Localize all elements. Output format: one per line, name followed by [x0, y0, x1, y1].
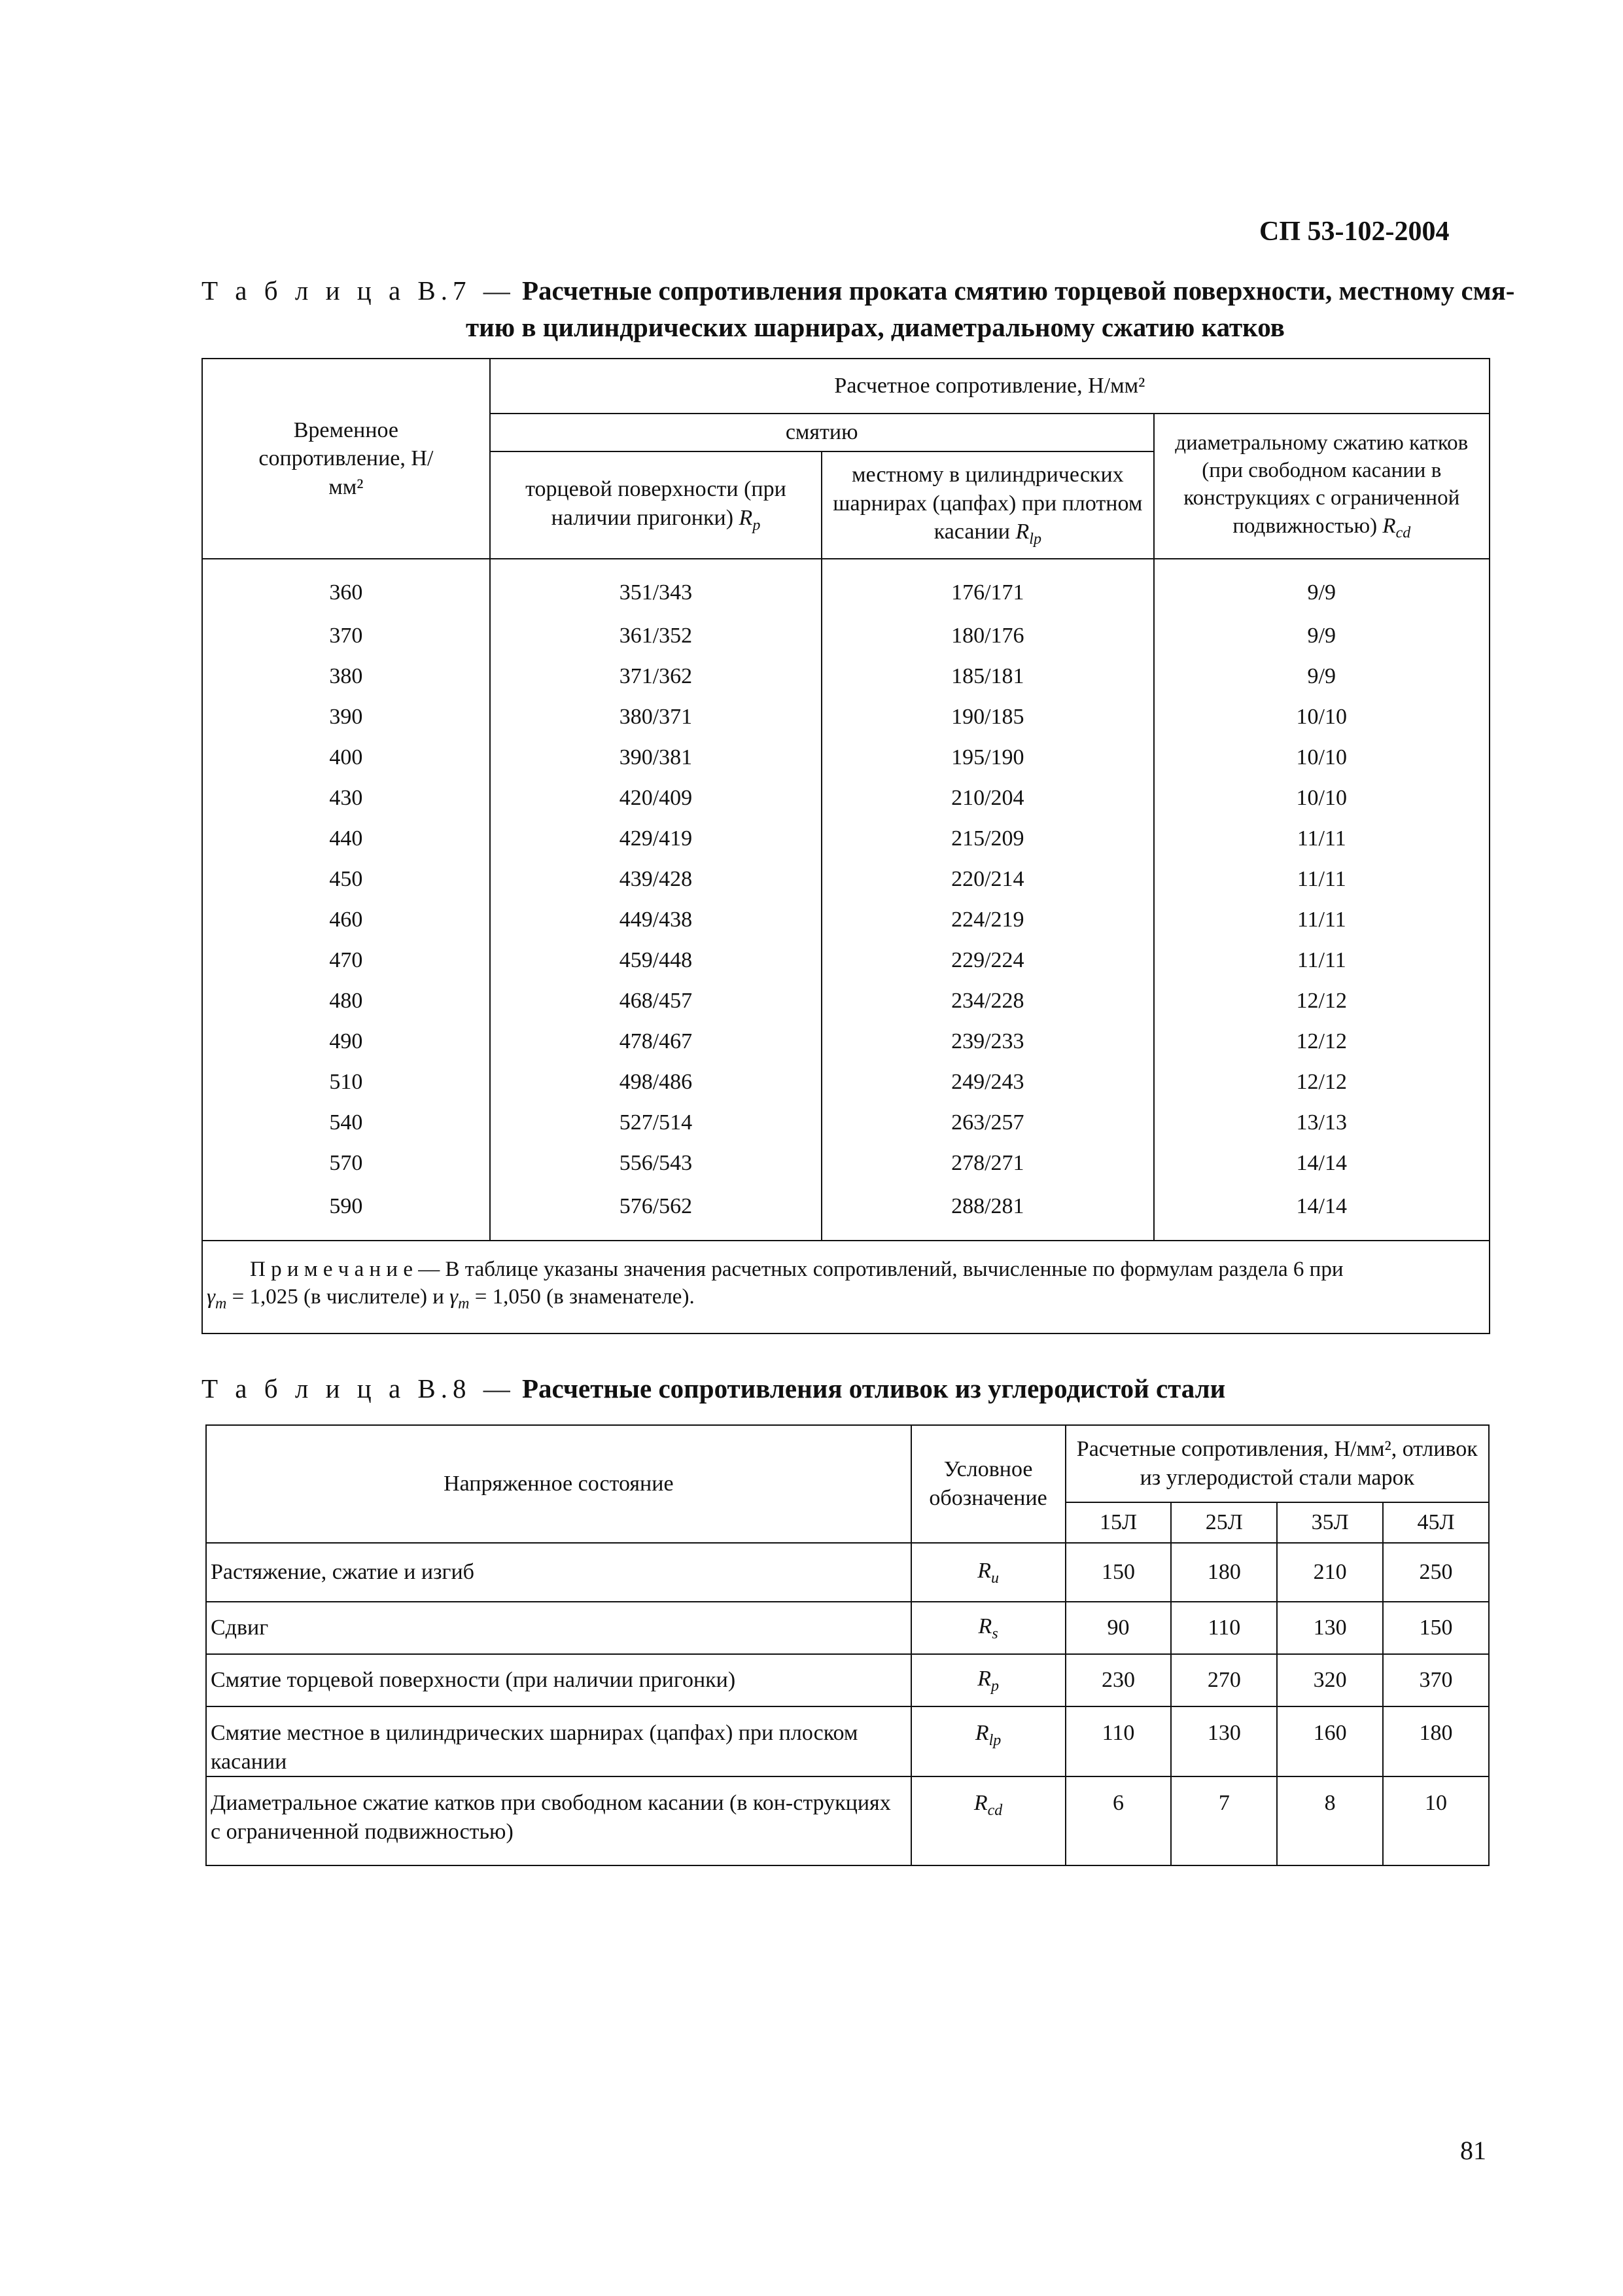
- table-cell: 380/371: [490, 697, 822, 737]
- t7-note-text3: = 1,050 (в знаменателе).: [474, 1285, 695, 1309]
- table-cell: 130: [1171, 1706, 1277, 1776]
- table-b7-caption: [201, 275, 1514, 306]
- table-row: [202, 819, 1490, 859]
- table-cell: 370: [202, 616, 490, 656]
- table-cell: 270: [1171, 1654, 1277, 1706]
- table-cell: 230: [1066, 1654, 1172, 1706]
- table-row: [202, 900, 1490, 940]
- t7-note-text1: В таблице указаны значения расчетных сопротивлений, вычисленные по формулам раздела 6 при: [445, 1258, 1344, 1282]
- table-cell: 11/11: [1154, 900, 1490, 940]
- table-cell: 229/224: [822, 940, 1153, 981]
- table-cell: 400: [202, 737, 490, 778]
- t8-header-group: Расчетные сопротивления, Н/мм², отливок из углеродистой стали марок: [1066, 1425, 1489, 1502]
- table-row: [202, 981, 1490, 1021]
- table-cell: 10/10: [1154, 697, 1490, 737]
- table-cell: 459/448: [490, 940, 822, 981]
- table-cell-state: Сдвиг: [206, 1602, 911, 1654]
- page-number: 81: [1460, 2136, 1486, 2165]
- t8-grade-35l: 35Л: [1277, 1502, 1383, 1543]
- table-cell: 439/428: [490, 859, 822, 900]
- table-cell: 360: [202, 559, 490, 616]
- table-cell: 110: [1171, 1602, 1277, 1654]
- table-b7-title-line2: тию в цилиндрических шарнирах, диаметральному сжатию катков: [466, 312, 1285, 342]
- table-cell: 14/14: [1154, 1143, 1490, 1184]
- table-b7-title-line1: Расчетные сопротивления проката смятию торцевой поверхности, местному смя-: [522, 275, 1515, 306]
- table-cell: 185/181: [822, 656, 1153, 697]
- table-row: [202, 559, 1490, 616]
- t8-header-symbol: Условное обозначение: [911, 1425, 1066, 1543]
- table-row: [202, 859, 1490, 900]
- table-cell: 480: [202, 981, 490, 1021]
- table-cell: 470: [202, 940, 490, 981]
- t7-header-bearing: смятию: [490, 414, 1154, 451]
- document-code: СП 53-102-2004: [1259, 217, 1450, 247]
- t7-header-end-surface: торцевой поверхности (при наличии пригонки) $R_p$: [490, 451, 822, 559]
- table-cell: 540: [202, 1103, 490, 1143]
- table-cell: 180: [1171, 1543, 1277, 1602]
- table-cell: 12/12: [1154, 981, 1490, 1021]
- t7-note-text2: = 1,025 (в числителе) и: [232, 1285, 444, 1309]
- table-cell: 210/204: [822, 778, 1153, 819]
- table-cell: 180: [1383, 1706, 1489, 1776]
- table-cell: 429/419: [490, 819, 822, 859]
- table-cell: 278/271: [822, 1143, 1153, 1184]
- table-row: [206, 1706, 1489, 1776]
- table-cell-state: Растяжение, сжатие и изгиб: [206, 1543, 911, 1602]
- table-row: [202, 778, 1490, 819]
- table-row: [202, 697, 1490, 737]
- table-row: [202, 1021, 1490, 1062]
- t7-header-design-resistance: Расчетное сопротивление, Н/мм²: [490, 359, 1490, 414]
- table-cell: 11/11: [1154, 940, 1490, 981]
- table-cell: 420/409: [490, 778, 822, 819]
- table-cell: 440: [202, 819, 490, 859]
- table-row: [202, 656, 1490, 697]
- table-cell: 234/228: [822, 981, 1153, 1021]
- table-cell: 13/13: [1154, 1103, 1490, 1143]
- t7-header-diametral: диаметральному сжатию катков (при свободном касании в конструкциях с ограниченной подвижностью) $R_{cd}$: [1154, 414, 1490, 559]
- table-cell: 150: [1383, 1602, 1489, 1654]
- table-cell-state: Смятие местное в цилиндрических шарнирах (цапфах) при плоском касании: [206, 1706, 911, 1776]
- table-cell: 215/209: [822, 819, 1153, 859]
- table-cell: 11/11: [1154, 859, 1490, 900]
- table-cell: 224/219: [822, 900, 1153, 940]
- table-cell: 90: [1066, 1602, 1172, 1654]
- table-cell: 10: [1383, 1776, 1489, 1865]
- table-cell: 12/12: [1154, 1021, 1490, 1062]
- table-cell: 490: [202, 1021, 490, 1062]
- table-b8-title: Расчетные сопротивления отливок из углеродистой стали: [522, 1373, 1226, 1404]
- table-cell: 130: [1277, 1602, 1383, 1654]
- table-b8: [205, 1424, 1490, 1866]
- table-cell: 556/543: [490, 1143, 822, 1184]
- table-cell: 351/343: [490, 559, 822, 616]
- table-b7: [201, 358, 1490, 1334]
- table-cell-symbol: $R_{lp}$: [911, 1706, 1066, 1776]
- table-row: [206, 1654, 1489, 1706]
- table-cell: 527/514: [490, 1103, 822, 1143]
- table-cell-state: Смятие торцевой поверхности (при наличии пригонки): [206, 1654, 911, 1706]
- table-cell-symbol: $R_{cd}$: [911, 1776, 1066, 1865]
- table-row: [206, 1776, 1489, 1865]
- table-cell: 220/214: [822, 859, 1153, 900]
- table-cell: 460: [202, 900, 490, 940]
- table-cell: 239/233: [822, 1021, 1153, 1062]
- table-row: [202, 1062, 1490, 1103]
- t8-grade-15l: 15Л: [1066, 1502, 1172, 1543]
- table-cell: 288/281: [822, 1184, 1153, 1241]
- table-cell: 14/14: [1154, 1184, 1490, 1241]
- table-row: [202, 1143, 1490, 1184]
- t7-note-row: [202, 1241, 1490, 1333]
- table-cell: 576/562: [490, 1184, 822, 1241]
- table-cell: 449/438: [490, 900, 822, 940]
- table-cell: 190/185: [822, 697, 1153, 737]
- table-cell: 370: [1383, 1654, 1489, 1706]
- table-row: [202, 616, 1490, 656]
- table-cell: 468/457: [490, 981, 822, 1021]
- table-cell: 210: [1277, 1543, 1383, 1602]
- table-cell: 371/362: [490, 656, 822, 697]
- t7-note-label: П р и м е ч а н и е —: [250, 1258, 440, 1282]
- t7-note: П р и м е ч а н и е — В таблице указаны значения расчетных сопротивлений, вычисленные по формулам раздела 6 при $\gamma_m = 1,025$ (в числителе) и $\gamma_m = 1,050$ (в знаменателе).: [202, 1241, 1490, 1333]
- table-cell-state: Диаметральное сжатие катков при свободном касании (в кон-струкциях с ограниченной подвижностью): [206, 1776, 911, 1865]
- table-cell: 180/176: [822, 616, 1153, 656]
- table-cell: 380: [202, 656, 490, 697]
- table-b7-label: Т а б л и ц а В.7 —: [201, 275, 515, 306]
- table-cell: 320: [1277, 1654, 1383, 1706]
- table-cell: 390: [202, 697, 490, 737]
- t7-header-local-bearing: местному в цилиндрических шарнирах (цапфах) при плотном касании $R_{lp}$: [822, 451, 1153, 559]
- table-b8-label: Т а б л и ц а В.8 —: [201, 1373, 515, 1404]
- table-cell-symbol: $R_s$: [911, 1602, 1066, 1654]
- table-cell: 11/11: [1154, 819, 1490, 859]
- table-cell: 478/467: [490, 1021, 822, 1062]
- table-cell: 8: [1277, 1776, 1383, 1865]
- table-row: [202, 1103, 1490, 1143]
- table-row: [206, 1602, 1489, 1654]
- table-cell: 9/9: [1154, 616, 1490, 656]
- table-cell: 10/10: [1154, 778, 1490, 819]
- table-cell: 570: [202, 1143, 490, 1184]
- t7-header-tensile: Временное сопротивление, Н/мм²: [202, 359, 490, 559]
- table-cell-symbol: $R_p$: [911, 1654, 1066, 1706]
- table-cell: 263/257: [822, 1103, 1153, 1143]
- table-cell: 430: [202, 778, 490, 819]
- table-cell: 250: [1383, 1543, 1489, 1602]
- table-cell: 450: [202, 859, 490, 900]
- table-cell: 9/9: [1154, 559, 1490, 616]
- table-cell: 590: [202, 1184, 490, 1241]
- table-row: [206, 1543, 1489, 1602]
- table-cell: 390/381: [490, 737, 822, 778]
- table-cell: 361/352: [490, 616, 822, 656]
- table-cell: 7: [1171, 1776, 1277, 1865]
- table-row: [202, 940, 1490, 981]
- table-cell: 110: [1066, 1706, 1172, 1776]
- t8-grade-25l: 25Л: [1171, 1502, 1277, 1543]
- table-b8-caption: [201, 1373, 1225, 1404]
- table-b7-caption-line2: [466, 311, 1285, 343]
- table-row: [202, 737, 1490, 778]
- t8-header-state: Напряженное состояние: [206, 1425, 911, 1543]
- table-cell: 10/10: [1154, 737, 1490, 778]
- table-cell: 160: [1277, 1706, 1383, 1776]
- table-cell: 498/486: [490, 1062, 822, 1103]
- table-cell: 510: [202, 1062, 490, 1103]
- table-row: [202, 1184, 1490, 1241]
- table-cell: 150: [1066, 1543, 1172, 1602]
- table-cell: 6: [1066, 1776, 1172, 1865]
- table-cell: 176/171: [822, 559, 1153, 616]
- table-cell: 9/9: [1154, 656, 1490, 697]
- t8-grade-45l: 45Л: [1383, 1502, 1489, 1543]
- table-cell: 249/243: [822, 1062, 1153, 1103]
- table-cell: 195/190: [822, 737, 1153, 778]
- table-cell-symbol: $R_u$: [911, 1543, 1066, 1602]
- table-cell: 12/12: [1154, 1062, 1490, 1103]
